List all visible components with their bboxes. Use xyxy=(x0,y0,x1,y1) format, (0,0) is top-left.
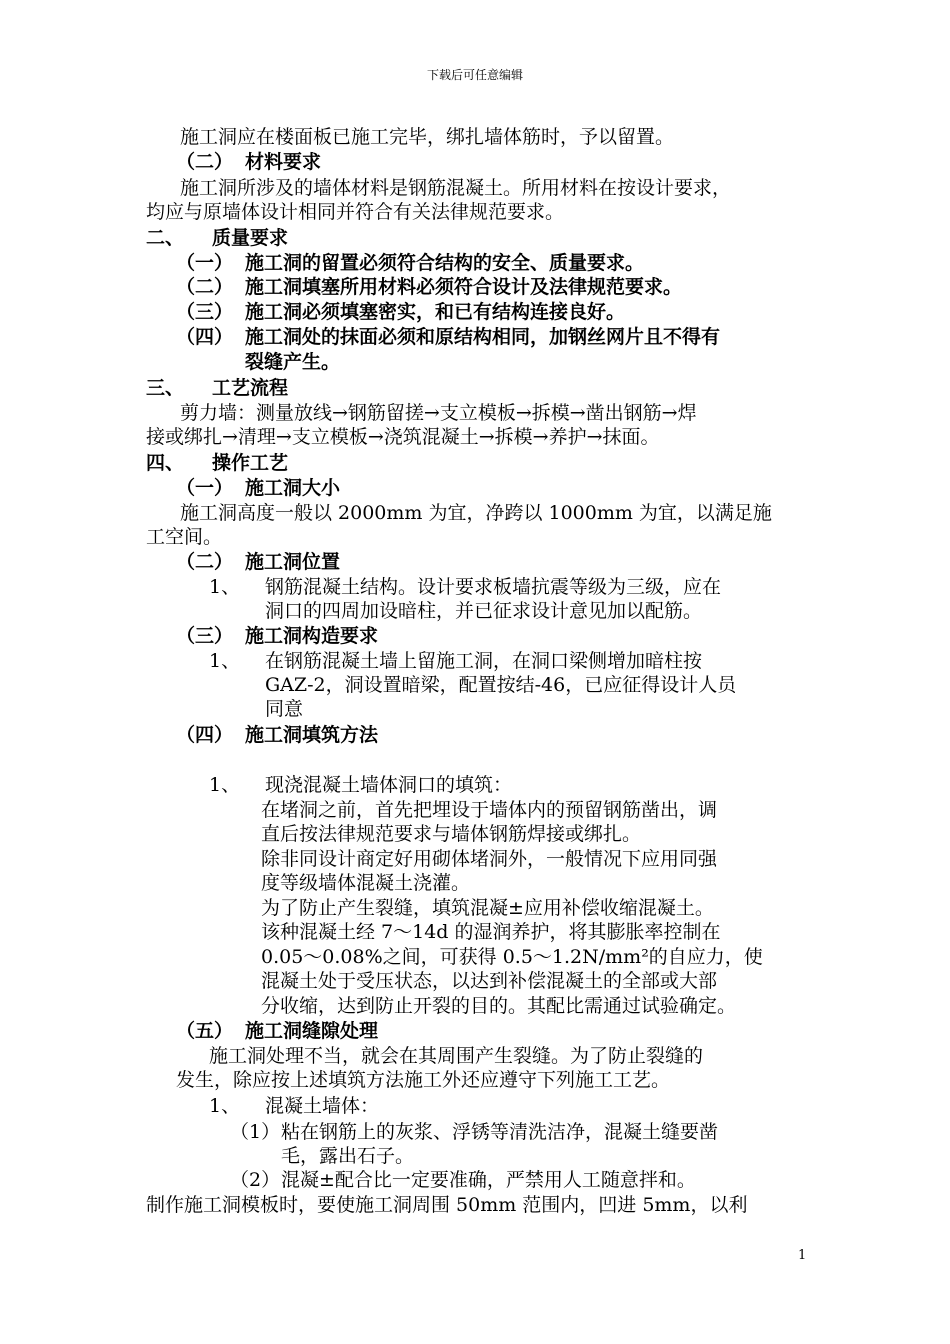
section-label: （二） xyxy=(176,151,234,173)
section-label: （一） xyxy=(176,477,234,499)
paragraph-line: 钢筋混凝土结构。设计要求板墙抗震等级为三级，应在 xyxy=(265,576,722,598)
paragraph-line: 现浇混凝土墙体洞口的填筑： xyxy=(265,774,513,796)
paragraph-line: 施工洞所涉及的墙体材料是钢筋混凝土。所用材料在按设计要求， xyxy=(180,177,732,199)
heading-number: 二、 xyxy=(146,227,185,249)
section-title: 材料要求 xyxy=(245,151,322,173)
paragraph-line: 混凝土处于受压状态，以达到补偿混凝土的全部或大部 xyxy=(261,970,718,992)
heading-title: 操作工艺 xyxy=(212,452,289,474)
paragraph-line: 为了防止产生裂缝，填筑混凝±应用补偿收缩混凝土。 xyxy=(261,897,714,919)
list-number: 1、 xyxy=(209,1095,241,1117)
section-title: 施工洞位置 xyxy=(245,551,341,573)
section-label: （五） xyxy=(176,1020,234,1042)
heading-number: 三、 xyxy=(146,377,185,399)
paragraph-line: 在钢筋混凝土墙上留施工洞，在洞口梁侧增加暗柱按 xyxy=(265,650,703,672)
section-title: 施工洞缝隙处理 xyxy=(245,1020,379,1042)
item-text: 施工洞必须填塞密实，和已有结构连接良好。 xyxy=(245,301,626,323)
section-label: （三） xyxy=(176,625,234,647)
section-title: 施工洞填筑方法 xyxy=(245,724,379,746)
paragraph-line: 制作施工洞模板时，要使施工洞周围 50mm 范围内，凹进 5mm，以利 xyxy=(146,1194,748,1216)
list-number: 1、 xyxy=(209,774,241,796)
page-number: 1 xyxy=(798,1248,807,1263)
item-text: 施工洞处的抹面必须和原结构相同，加钢丝网片且不得有 xyxy=(245,326,721,348)
paragraph-line: 剪力墙：测量放线→钢筋留搓→支立模板→拆模→凿出钢筋→焊 xyxy=(180,402,697,424)
item-text: 施工洞填塞所用材料必须符合设计及法律规范要求。 xyxy=(245,276,683,298)
heading-title: 质量要求 xyxy=(212,227,289,249)
list-number: 1、 xyxy=(209,650,241,672)
section-title: 施工洞大小 xyxy=(245,477,341,499)
paragraph-line: 同意 xyxy=(265,698,304,720)
paragraph-line: 施工洞高度一般以 2000mm 为宜，净跨以 1000mm 为宜，以满足施 xyxy=(180,502,772,524)
item-text: 裂缝产生。 xyxy=(245,351,341,373)
list-number: （1） xyxy=(230,1121,281,1143)
paragraph-line: 0.05～0.08%之间，可获得 0.5～1.2N/mm²的自应力，使 xyxy=(261,946,763,968)
item-label: （二） xyxy=(176,276,234,298)
paragraph-line: 该种混凝土经 7～14d 的湿润养护，将其膨胀率控制在 xyxy=(261,921,721,943)
list-number: 1、 xyxy=(209,576,241,598)
paragraph-line: 粘在钢筋上的灰浆、浮锈等清洗洁净，混凝土缝要凿 xyxy=(281,1121,719,1143)
item-label: （三） xyxy=(176,301,234,323)
paragraph-line: 除非同设计商定好用砌体堵洞外，一般情况下应用同强 xyxy=(261,848,718,870)
paragraph-line: 工空间。 xyxy=(146,526,223,548)
paragraph-line: 洞口的四周加设暗柱，并已征求设计意见加以配筋。 xyxy=(265,600,703,622)
paragraph-line: 分收缩，达到防止开裂的目的。其配比需通过试验确定。 xyxy=(261,995,737,1017)
paragraph-line: 在堵洞之前，首先把埋设于墙体内的预留钢筋凿出，调 xyxy=(261,799,718,821)
paragraph-line: 混凝土墙体： xyxy=(265,1095,380,1117)
paragraph-line: GAZ-2，洞设置暗梁，配置按结-46，已应征得设计人员 xyxy=(265,674,737,696)
paragraph-line: 发生，除应按上述填筑方法施工外还应遵守下列施工工艺。 xyxy=(176,1069,671,1091)
paragraph-line: 施工洞处理不当，就会在其周围产生裂缝。为了防止裂缝的 xyxy=(209,1045,704,1067)
page-header: 下载后可任意编辑 xyxy=(426,68,523,82)
section-title: 施工洞构造要求 xyxy=(245,625,379,647)
paragraph-line: 施工洞应在楼面板已施工完毕，绑扎墙体筋时，予以留置。 xyxy=(180,126,675,148)
section-label: （二） xyxy=(176,551,234,573)
paragraph-line: 毛，露出石子。 xyxy=(281,1145,415,1167)
item-text: 施工洞的留置必须符合结构的安全、质量要求。 xyxy=(245,252,645,274)
heading-title: 工艺流程 xyxy=(212,377,289,399)
item-label: （一） xyxy=(176,252,234,274)
paragraph-line: 接或绑扎→清理→支立模板→浇筑混凝土→拆模→养护→抹面。 xyxy=(146,426,660,448)
paragraph-line: 混凝±配合比一定要准确，严禁用人工随意拌和。 xyxy=(281,1169,696,1191)
paragraph-line: 均应与原墙体设计相同并符合有关法律规范要求。 xyxy=(146,201,565,223)
list-number: （2） xyxy=(230,1169,281,1191)
paragraph-line: 度等级墙体混凝土浇灌。 xyxy=(261,872,471,894)
heading-number: 四、 xyxy=(146,452,185,474)
section-label: （四） xyxy=(176,724,234,746)
paragraph-line: 直后按法律规范要求与墙体钢筋焊接或绑扎。 xyxy=(261,823,642,845)
item-label: （四） xyxy=(176,326,234,348)
